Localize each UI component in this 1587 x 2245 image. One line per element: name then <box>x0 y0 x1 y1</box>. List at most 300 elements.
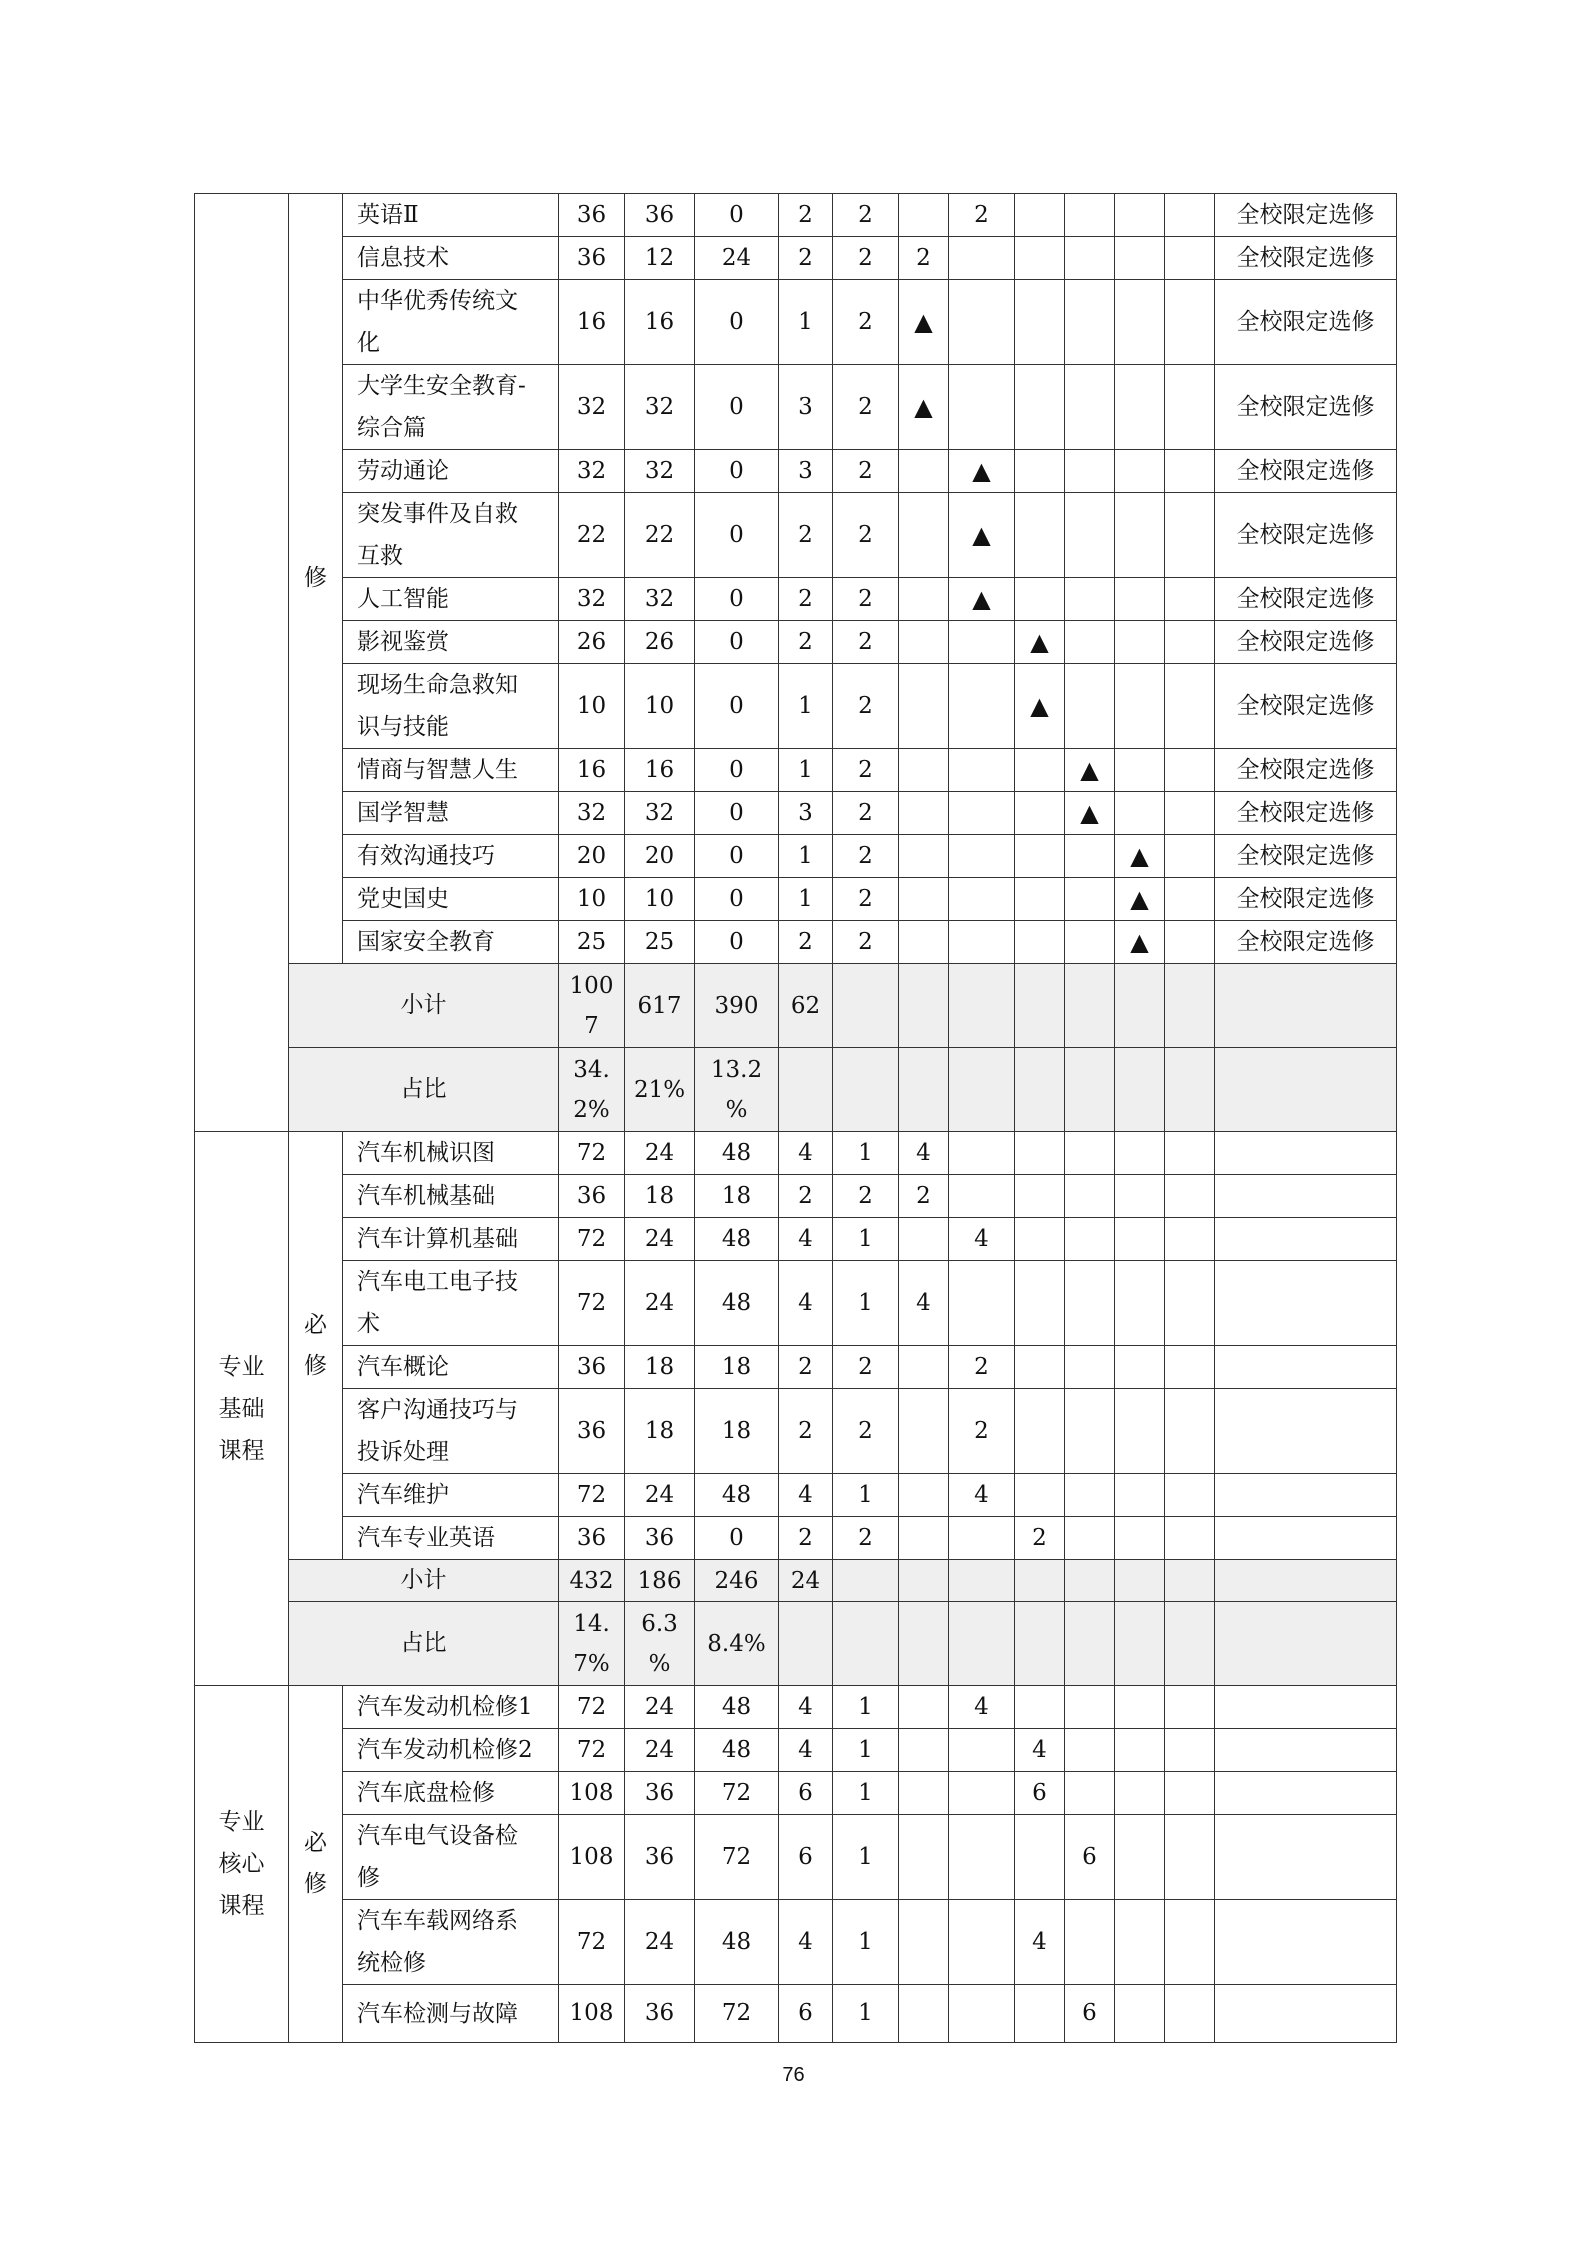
course-name: 汽车维护 <box>343 1474 559 1517</box>
empty-cell <box>1215 1048 1397 1132</box>
course-row <box>195 365 1397 450</box>
course-credits: 2 <box>779 237 833 280</box>
course-s4 <box>1065 280 1115 365</box>
course-s2 <box>949 1517 1015 1560</box>
subtotal-practice: 246 <box>695 1560 779 1602</box>
course-row <box>195 280 1397 365</box>
course-s6 <box>1165 1686 1215 1729</box>
course-s6 <box>1165 749 1215 792</box>
course-name: 有效沟通技巧 <box>343 835 559 878</box>
course-s2: 4 <box>949 1474 1015 1517</box>
course-theory: 12 <box>625 237 695 280</box>
course-note: 全校限定选修 <box>1215 664 1397 749</box>
course-assess: 2 <box>833 835 899 878</box>
course-theory: 16 <box>625 280 695 365</box>
course-assess: 1 <box>833 1772 899 1815</box>
course-s6 <box>1165 1900 1215 1985</box>
elective-marker-icon: ▲ <box>1065 792 1115 835</box>
course-practice: 48 <box>695 1686 779 1729</box>
course-note: 全校限定选修 <box>1215 280 1397 365</box>
empty-cell <box>949 964 1015 1048</box>
course-assess: 1 <box>833 1218 899 1261</box>
course-s3 <box>1015 921 1065 964</box>
course-theory: 24 <box>625 1132 695 1175</box>
course-s4: 6 <box>1065 1985 1115 2043</box>
course-s2 <box>949 1985 1015 2043</box>
course-note: 全校限定选修 <box>1215 921 1397 964</box>
subtotal-practice: 390 <box>695 964 779 1048</box>
empty-cell <box>1015 1602 1065 1686</box>
course-s2: 2 <box>949 1346 1015 1389</box>
course-s2 <box>949 1815 1015 1900</box>
empty-cell <box>1015 1560 1065 1602</box>
course-s2: 4 <box>949 1218 1015 1261</box>
course-s3 <box>1015 578 1065 621</box>
course-s6 <box>1165 792 1215 835</box>
elective-marker-icon: ▲ <box>1015 664 1065 749</box>
course-practice: 24 <box>695 237 779 280</box>
course-s2: 2 <box>949 194 1015 237</box>
course-s3 <box>1015 493 1065 578</box>
empty-cell <box>1065 1560 1115 1602</box>
course-theory: 32 <box>625 578 695 621</box>
course-s4 <box>1065 1517 1115 1560</box>
course-assess: 2 <box>833 1175 899 1218</box>
course-s6 <box>1165 878 1215 921</box>
course-credits: 4 <box>779 1686 833 1729</box>
course-s5 <box>1115 1132 1165 1175</box>
course-practice: 0 <box>695 749 779 792</box>
course-s6 <box>1165 450 1215 493</box>
course-s6 <box>1165 835 1215 878</box>
course-credits: 3 <box>779 792 833 835</box>
course-s6 <box>1165 1729 1215 1772</box>
course-s3: 4 <box>1015 1729 1065 1772</box>
course-s6 <box>1165 280 1215 365</box>
course-credits: 4 <box>779 1132 833 1175</box>
course-s4 <box>1065 835 1115 878</box>
course-credits: 2 <box>779 493 833 578</box>
course-total: 32 <box>559 450 625 493</box>
course-assess: 1 <box>833 1985 899 2043</box>
course-name: 汽车车载网络系 统检修 <box>343 1900 559 1985</box>
subtotal-theory: 617 <box>625 964 695 1048</box>
course-credits: 1 <box>779 664 833 749</box>
course-total: 22 <box>559 493 625 578</box>
course-total: 32 <box>559 365 625 450</box>
course-s2 <box>949 237 1015 280</box>
course-s3: 4 <box>1015 1900 1065 1985</box>
course-theory: 10 <box>625 878 695 921</box>
course-total: 10 <box>559 664 625 749</box>
course-s3 <box>1015 365 1065 450</box>
course-total: 16 <box>559 749 625 792</box>
course-s6 <box>1165 1772 1215 1815</box>
course-theory: 18 <box>625 1346 695 1389</box>
course-s3 <box>1015 450 1065 493</box>
course-assess: 2 <box>833 1517 899 1560</box>
elective-marker-icon: ▲ <box>899 365 949 450</box>
course-s2 <box>949 1175 1015 1218</box>
course-s2 <box>949 835 1015 878</box>
elective-marker-icon: ▲ <box>899 280 949 365</box>
course-credits: 4 <box>779 1729 833 1772</box>
course-practice: 48 <box>695 1218 779 1261</box>
course-note <box>1215 1517 1397 1560</box>
subtotal-label: 小计 <box>289 964 559 1048</box>
course-s3 <box>1015 1218 1065 1261</box>
course-s1 <box>899 194 949 237</box>
course-assess: 1 <box>833 1261 899 1346</box>
course-practice: 0 <box>695 280 779 365</box>
course-row <box>195 1346 1397 1389</box>
course-name: 人工智能 <box>343 578 559 621</box>
elective-marker-icon: ▲ <box>949 450 1015 493</box>
ratio-practice: 8.4% <box>695 1602 779 1686</box>
course-s2 <box>949 1261 1015 1346</box>
course-s5 <box>1115 493 1165 578</box>
course-s1: 2 <box>899 237 949 280</box>
course-s4 <box>1065 194 1115 237</box>
ratio-credits <box>779 1048 833 1132</box>
empty-cell <box>1065 1048 1115 1132</box>
subtotal-total: 100 7 <box>559 964 625 1048</box>
course-name: 情商与智慧人生 <box>343 749 559 792</box>
course-credits: 4 <box>779 1261 833 1346</box>
empty-cell <box>1165 1602 1215 1686</box>
course-row <box>195 1474 1397 1517</box>
course-s5 <box>1115 365 1165 450</box>
course-theory: 22 <box>625 493 695 578</box>
course-row <box>195 1985 1397 2043</box>
course-note: 全校限定选修 <box>1215 450 1397 493</box>
course-s2 <box>949 365 1015 450</box>
course-credits: 6 <box>779 1815 833 1900</box>
ratio-credits <box>779 1602 833 1686</box>
course-credits: 2 <box>779 1389 833 1474</box>
course-s2 <box>949 878 1015 921</box>
course-assess: 2 <box>833 792 899 835</box>
course-assess: 2 <box>833 621 899 664</box>
course-row <box>195 1815 1397 1900</box>
course-s2 <box>949 749 1015 792</box>
course-note <box>1215 1132 1397 1175</box>
course-s2 <box>949 792 1015 835</box>
course-note: 全校限定选修 <box>1215 365 1397 450</box>
course-total: 36 <box>559 237 625 280</box>
empty-cell <box>1065 964 1115 1048</box>
elective-marker-icon: ▲ <box>1115 878 1165 921</box>
subtotal-total: 432 <box>559 1560 625 1602</box>
course-s1 <box>899 450 949 493</box>
course-s3 <box>1015 835 1065 878</box>
course-theory: 36 <box>625 1772 695 1815</box>
empty-cell <box>833 1560 899 1602</box>
course-name: 党史国史 <box>343 878 559 921</box>
course-total: 108 <box>559 1985 625 2043</box>
course-s5 <box>1115 1900 1165 1985</box>
course-s6 <box>1165 1261 1215 1346</box>
empty-cell <box>1115 1048 1165 1132</box>
subtotal-label: 小计 <box>289 1560 559 1602</box>
course-row <box>195 1218 1397 1261</box>
course-s5 <box>1115 194 1165 237</box>
empty-cell <box>1015 1048 1065 1132</box>
course-note: 全校限定选修 <box>1215 194 1397 237</box>
course-practice: 0 <box>695 664 779 749</box>
course-s6 <box>1165 621 1215 664</box>
course-name: 汽车概论 <box>343 1346 559 1389</box>
course-total: 108 <box>559 1772 625 1815</box>
course-practice: 72 <box>695 1985 779 2043</box>
course-row <box>195 1261 1397 1346</box>
course-name: 影视鉴赏 <box>343 621 559 664</box>
course-theory: 24 <box>625 1686 695 1729</box>
course-type: 必 修 <box>289 1686 343 2043</box>
course-s3 <box>1015 792 1065 835</box>
course-s3 <box>1015 280 1065 365</box>
course-practice: 0 <box>695 450 779 493</box>
course-s4 <box>1065 621 1115 664</box>
course-practice: 48 <box>695 1729 779 1772</box>
curriculum-table <box>194 193 1397 2043</box>
course-s1: 4 <box>899 1261 949 1346</box>
course-s1 <box>899 1474 949 1517</box>
course-practice: 48 <box>695 1261 779 1346</box>
course-name: 汽车发动机检修2 <box>343 1729 559 1772</box>
course-theory: 36 <box>625 194 695 237</box>
course-s1 <box>899 1218 949 1261</box>
course-practice: 18 <box>695 1346 779 1389</box>
course-practice: 48 <box>695 1474 779 1517</box>
course-total: 72 <box>559 1218 625 1261</box>
course-credits: 1 <box>779 280 833 365</box>
subtotal-theory: 186 <box>625 1560 695 1602</box>
course-note <box>1215 1815 1397 1900</box>
course-assess: 1 <box>833 1474 899 1517</box>
course-theory: 18 <box>625 1175 695 1218</box>
course-theory: 24 <box>625 1218 695 1261</box>
course-s5 <box>1115 1686 1165 1729</box>
course-s5 <box>1115 1175 1165 1218</box>
empty-cell <box>833 1602 899 1686</box>
course-note <box>1215 1686 1397 1729</box>
course-assess: 2 <box>833 664 899 749</box>
ratio-row <box>195 1602 1397 1686</box>
course-row <box>195 1729 1397 1772</box>
course-s6 <box>1165 1474 1215 1517</box>
course-total: 72 <box>559 1474 625 1517</box>
course-s6 <box>1165 1175 1215 1218</box>
course-practice: 48 <box>695 1132 779 1175</box>
course-assess: 2 <box>833 493 899 578</box>
course-practice: 0 <box>695 921 779 964</box>
course-name: 劳动通论 <box>343 450 559 493</box>
course-theory: 24 <box>625 1474 695 1517</box>
course-s5 <box>1115 1474 1165 1517</box>
empty-cell <box>833 1048 899 1132</box>
course-s3 <box>1015 1175 1065 1218</box>
course-s5 <box>1115 1346 1165 1389</box>
course-assess: 1 <box>833 1729 899 1772</box>
course-practice: 0 <box>695 878 779 921</box>
course-total: 20 <box>559 835 625 878</box>
course-s3 <box>1015 1389 1065 1474</box>
course-assess: 2 <box>833 921 899 964</box>
empty-cell <box>1215 1602 1397 1686</box>
course-note: 全校限定选修 <box>1215 878 1397 921</box>
empty-cell <box>949 1602 1015 1686</box>
course-practice: 0 <box>695 365 779 450</box>
course-s3 <box>1015 237 1065 280</box>
course-row <box>195 1900 1397 1985</box>
course-s2 <box>949 621 1015 664</box>
course-s4 <box>1065 365 1115 450</box>
empty-cell <box>1115 1560 1165 1602</box>
subtotal-row <box>195 964 1397 1048</box>
course-practice: 0 <box>695 578 779 621</box>
subtotal-credits: 62 <box>779 964 833 1048</box>
course-credits: 4 <box>779 1218 833 1261</box>
course-name: 汽车机械识图 <box>343 1132 559 1175</box>
course-s3 <box>1015 878 1065 921</box>
page-number: 76 <box>782 2064 805 2086</box>
course-s1 <box>899 1517 949 1560</box>
course-credits: 1 <box>779 749 833 792</box>
course-s1 <box>899 621 949 664</box>
ratio-practice: 13.2 % <box>695 1048 779 1132</box>
course-assess: 2 <box>833 1346 899 1389</box>
course-assess: 1 <box>833 1900 899 1985</box>
course-row <box>195 1686 1397 1729</box>
course-name: 国家安全教育 <box>343 921 559 964</box>
course-assess: 2 <box>833 878 899 921</box>
course-name: 汽车机械基础 <box>343 1175 559 1218</box>
course-s2 <box>949 921 1015 964</box>
course-s1: 4 <box>899 1132 949 1175</box>
course-assess: 2 <box>833 280 899 365</box>
course-total: 10 <box>559 878 625 921</box>
course-s1 <box>899 1815 949 1900</box>
course-s1 <box>899 921 949 964</box>
course-row <box>195 1772 1397 1815</box>
course-s3: 6 <box>1015 1772 1065 1815</box>
empty-cell <box>949 1560 1015 1602</box>
elective-marker-icon: ▲ <box>949 493 1015 578</box>
course-s6 <box>1165 237 1215 280</box>
empty-cell <box>1165 1048 1215 1132</box>
course-s4: 6 <box>1065 1815 1115 1900</box>
course-note <box>1215 1218 1397 1261</box>
course-s3 <box>1015 749 1065 792</box>
course-practice: 48 <box>695 1900 779 1985</box>
course-row <box>195 749 1397 792</box>
course-assess: 2 <box>833 450 899 493</box>
course-s1 <box>899 878 949 921</box>
course-assess: 2 <box>833 237 899 280</box>
course-theory: 32 <box>625 792 695 835</box>
course-name: 突发事件及自救 互救 <box>343 493 559 578</box>
course-s4 <box>1065 664 1115 749</box>
course-practice: 0 <box>695 1517 779 1560</box>
empty-cell <box>1065 1602 1115 1686</box>
course-assess: 2 <box>833 578 899 621</box>
course-s1 <box>899 1772 949 1815</box>
course-practice: 18 <box>695 1175 779 1218</box>
course-type: 必 修 <box>289 1132 343 1560</box>
course-credits: 1 <box>779 835 833 878</box>
course-s1 <box>899 1729 949 1772</box>
course-note <box>1215 1474 1397 1517</box>
course-s6 <box>1165 664 1215 749</box>
course-s5 <box>1115 749 1165 792</box>
empty-cell <box>949 1048 1015 1132</box>
course-credits: 6 <box>779 1985 833 2043</box>
course-total: 36 <box>559 1346 625 1389</box>
course-total: 72 <box>559 1261 625 1346</box>
course-s3 <box>1015 1815 1065 1900</box>
course-s5 <box>1115 1517 1165 1560</box>
course-s1 <box>899 493 949 578</box>
empty-cell <box>1215 964 1397 1048</box>
course-name: 汽车电气设备检 修 <box>343 1815 559 1900</box>
course-s3 <box>1015 1346 1065 1389</box>
course-credits: 2 <box>779 1346 833 1389</box>
course-credits: 3 <box>779 365 833 450</box>
course-name: 汽车底盘检修 <box>343 1772 559 1815</box>
course-theory: 36 <box>625 1985 695 2043</box>
course-note <box>1215 1900 1397 1985</box>
course-s3 <box>1015 194 1065 237</box>
course-s2 <box>949 1132 1015 1175</box>
course-s2 <box>949 1729 1015 1772</box>
course-s6 <box>1165 1132 1215 1175</box>
course-total: 72 <box>559 1729 625 1772</box>
course-s1 <box>899 1900 949 1985</box>
course-credits: 2 <box>779 1175 833 1218</box>
course-row <box>195 1175 1397 1218</box>
course-practice: 18 <box>695 1389 779 1474</box>
course-note: 全校限定选修 <box>1215 621 1397 664</box>
course-s5 <box>1115 792 1165 835</box>
course-s4 <box>1065 1474 1115 1517</box>
course-note: 全校限定选修 <box>1215 792 1397 835</box>
course-row <box>195 878 1397 921</box>
course-assess: 1 <box>833 1132 899 1175</box>
course-s5 <box>1115 1389 1165 1474</box>
course-s4 <box>1065 1729 1115 1772</box>
course-s2 <box>949 1772 1015 1815</box>
course-s5 <box>1115 1218 1165 1261</box>
course-s1 <box>899 1346 949 1389</box>
empty-cell <box>1165 964 1215 1048</box>
course-s3 <box>1015 1261 1065 1346</box>
course-note <box>1215 1346 1397 1389</box>
course-row <box>195 493 1397 578</box>
course-s6 <box>1165 493 1215 578</box>
elective-marker-icon: ▲ <box>1065 749 1115 792</box>
course-s6 <box>1165 921 1215 964</box>
course-s1 <box>899 1985 949 2043</box>
course-s3 <box>1015 1474 1065 1517</box>
course-practice: 0 <box>695 835 779 878</box>
empty-cell <box>1165 1560 1215 1602</box>
course-theory: 26 <box>625 621 695 664</box>
course-row <box>195 237 1397 280</box>
ratio-total: 14. 7% <box>559 1602 625 1686</box>
course-name: 现场生命急救知 识与技能 <box>343 664 559 749</box>
course-s5 <box>1115 664 1165 749</box>
